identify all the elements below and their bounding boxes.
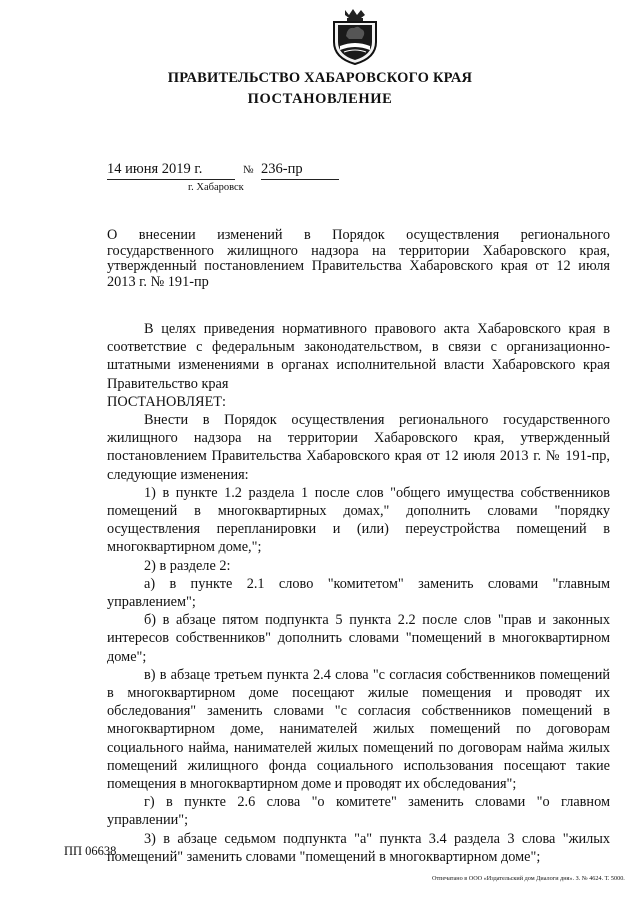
number-label: № bbox=[243, 164, 254, 176]
amendment-item-2v: в) в абзаце третьем пункта 2.4 слова "с согласия собственников помещений в многоквартирном доме посещают жилые помещения и проводят их обследования" заменить словами "с согласия собственников помещений в многоквартирном доме, нанимателей жилых помещений по договорам социального найма, нанимателей жилых помещений по договорам найма жилых помещений жилищного фонда социального использования посещают такие помещения в многоквартирном доме и проводят их обследования"; bbox=[107, 666, 610, 793]
document-body bbox=[107, 320, 610, 866]
amendment-item-2a: а) в пункте 2.1 слово "комитетом" заменить словами "главным управлением"; bbox=[107, 575, 610, 611]
printer-imprint: Отпечатано в ООО «Издательский дом Диалоги дня». З. № 4624. Т. 5000. bbox=[432, 875, 625, 882]
amendment-item-2: 2) в разделе 2: bbox=[144, 557, 231, 574]
government-name: ПРАВИТЕЛЬСТВО ХАБАРОВСКОГО КРАЯ bbox=[167, 70, 473, 86]
body-intro: Внести в Порядок осуществления регионального государственного жилищного надзора на территории Хабаровского края, утвержденный постановлением Правительства Хабаровского края от 12 июля 2013 г. № 191-пр, следующие изменения: bbox=[107, 412, 610, 483]
preamble: В целях приведения нормативного правового акта Хабаровского края в соответствие с федеральным законодательством, в связи с организационно-штатными изменениями в органах исполнительной власти Хабаровского края Правительство края bbox=[107, 321, 610, 392]
amendment-item-2g: г) в пункте 2.6 слова "о комитете" заменить словами "о главном управлении"; bbox=[107, 794, 610, 829]
document-date: 14 июня 2019 г. bbox=[107, 161, 235, 180]
amendment-item-2b: б) в абзаце пятом подпункта 5 пункта 2.2 после слов "прав и законных интересов собственников" дополнить словами "помещений в многоквартирном доме"; bbox=[107, 612, 610, 665]
document-number: 236-пр bbox=[261, 161, 339, 180]
coat-of-arms-icon bbox=[331, 6, 379, 66]
document-code: ПП 06638 bbox=[64, 844, 117, 858]
document-subject: О внесении изменений в Порядок осуществления регионального государственного жилищного надзора на территории Хабаровского края, утвержденный постановлением Правительства Хабаровского края от 12 июля 2013 г. № 191-пр bbox=[107, 227, 610, 290]
decree-word: ПОСТАНОВЛЯЕТ: bbox=[107, 393, 227, 410]
amendment-item-1: 1) в пункте 1.2 раздела 1 после слов "общего имущества собственников помещений в многоквартирных домах," дополнить словами "порядку осуществления перепланировки и (или) переустройства помещений в многоквартирном доме,"; bbox=[107, 484, 610, 556]
city: г. Хабаровск bbox=[188, 182, 244, 193]
amendment-item-3: 3) в абзаце седьмом подпункта "а" пункта 3.4 раздела 3 слова "жилых помещений" заменить словами "помещений в многоквартирном доме"; bbox=[107, 830, 610, 865]
document-type: ПОСТАНОВЛЕНИЕ bbox=[247, 91, 393, 107]
